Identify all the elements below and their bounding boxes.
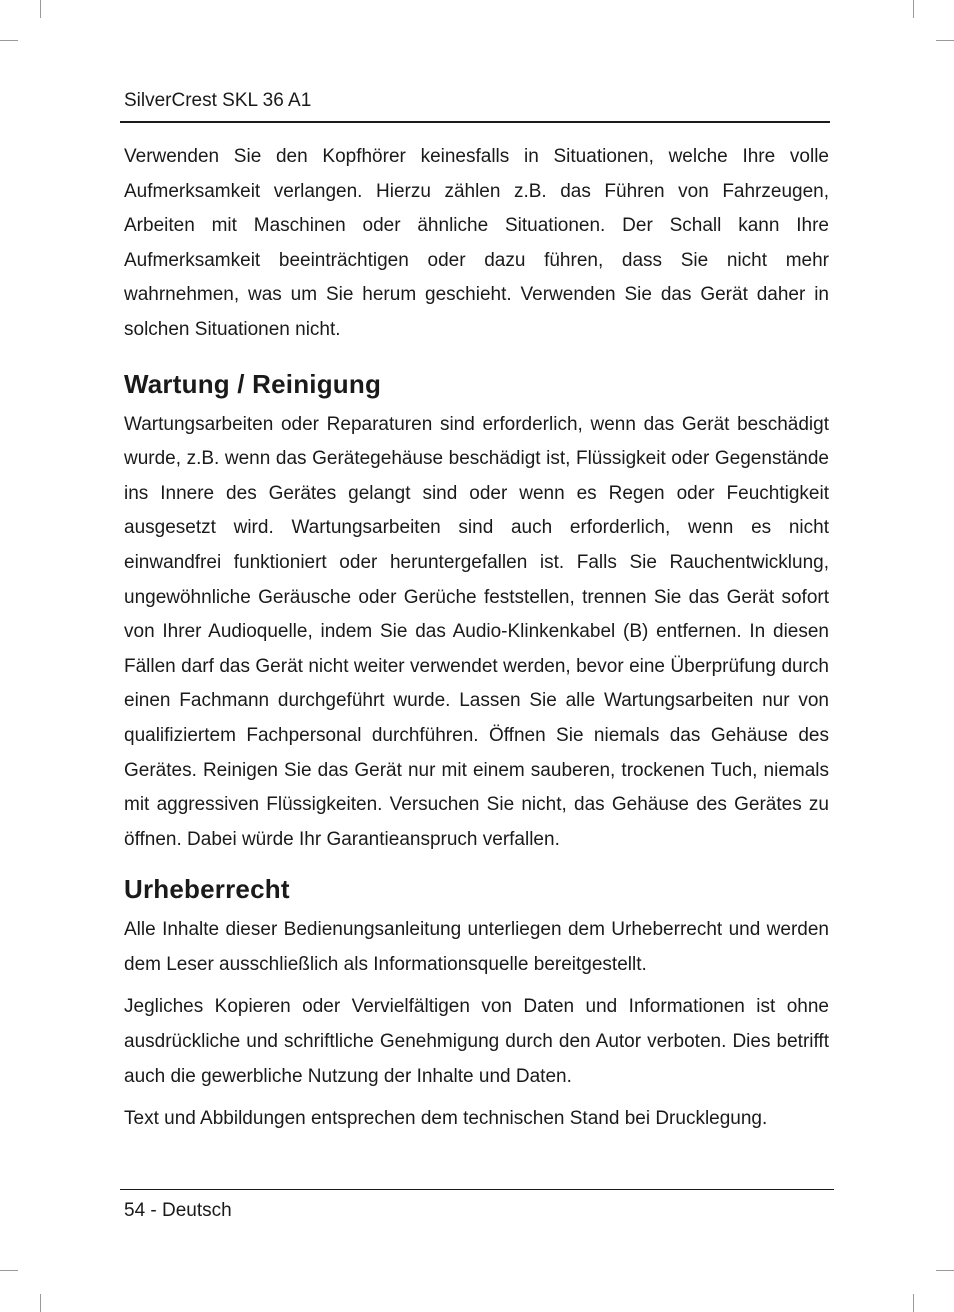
crop-mark-bottom-left-h [0, 1270, 18, 1271]
crop-mark-top-right-h [936, 40, 954, 41]
crop-mark-bottom-left [40, 1294, 41, 1312]
section-heading-copyright: Urheberrecht [124, 874, 290, 905]
maintenance-paragraph: Wartungsarbeiten oder Reparaturen sind erforderlich, wenn das Gerät beschädigt wurde, z.B. wenn das Gerätegehäuse beschädigt ist, Flüssigkeit oder Gegenstände ins Innere des Gerätes gelangt sind oder wenn es Regen oder Feuchtigkeit ausgesetzt wird. Wartungsarbeiten sind auch erforderlich, wenn es nicht einwandfrei funktioniert oder heruntergefallen ist. Falls Sie Rauchentwicklung, ungewöhnliche Geräusche oder Gerüche feststellen, trennen Sie das Gerät sofort von Ihrer Audioquelle, indem Sie das Audio-Klinkenkabel (B) entfernen. In diesen Fällen darf das Gerät nicht weiter verwendet werden, bevor eine Überprüfung durch einen Fachmann durchgeführt wurde. Lassen Sie alle Wartungsarbeiten nur von qualifiziertem Fachpersonal durchführen. Öffnen Sie niemals das Gehäuse des Gerätes. Reinigen Sie das Gerät nur mit einem sauberen, trockenen Tuch, niemals mit aggressiven Flüssigkeiten. Versuchen Sie nicht, das Gehäuse des Gerätes zu öffnen. Dabei würde Ihr Garantieanspruch verfallen. [124, 413, 829, 850]
page-footer: 54 - Deutsch [124, 1200, 232, 1221]
footer-rule [120, 1189, 834, 1190]
crop-mark-top-right [913, 0, 914, 18]
copyright-paragraph-2: Jegliches Kopieren oder Vervielfältigen von Daten und Informationen ist ohne ausdrückliche und schriftliche Genehmigung durch den Autor verboten. Dies betrifft auch die gewerbliche Nutzung der Inhalte und Daten. [124, 996, 829, 1087]
crop-mark-bottom-right-h [936, 1270, 954, 1271]
crop-mark-top-left-h [0, 40, 18, 41]
crop-mark-bottom-right [913, 1294, 914, 1312]
running-header: SilverCrest SKL 36 A1 [124, 90, 312, 111]
intro-paragraph: Verwenden Sie den Kopfhörer keinesfalls in Situationen, welche Ihre volle Aufmerksamkeit verlangen. Hierzu zählen z.B. das Führen von Fahrzeugen, Arbeiten mit Maschinen oder ähnliche Situationen. Der Schall kann Ihre Aufmerksamkeit beeinträchtigen oder dazu führen, dass Sie nicht mehr wahrnehmen, was um Sie herum geschieht. Verwenden Sie das Gerät daher in solchen Situationen nicht. [124, 146, 829, 340]
crop-mark-top-left [40, 0, 41, 18]
page-content [124, 140, 829, 1137]
copyright-paragraph-3: Text und Abbildungen entsprechen dem technischen Stand bei Drucklegung. [124, 1108, 768, 1130]
copyright-paragraph-1: Alle Inhalte dieser Bedienungsanleitung unterliegen dem Urheberrecht und werden dem Leser ausschließlich als Informationsquelle bereitgestellt. [124, 919, 829, 975]
section-heading-maintenance: Wartung / Reinigung [124, 368, 382, 399]
header-rule [120, 121, 830, 123]
